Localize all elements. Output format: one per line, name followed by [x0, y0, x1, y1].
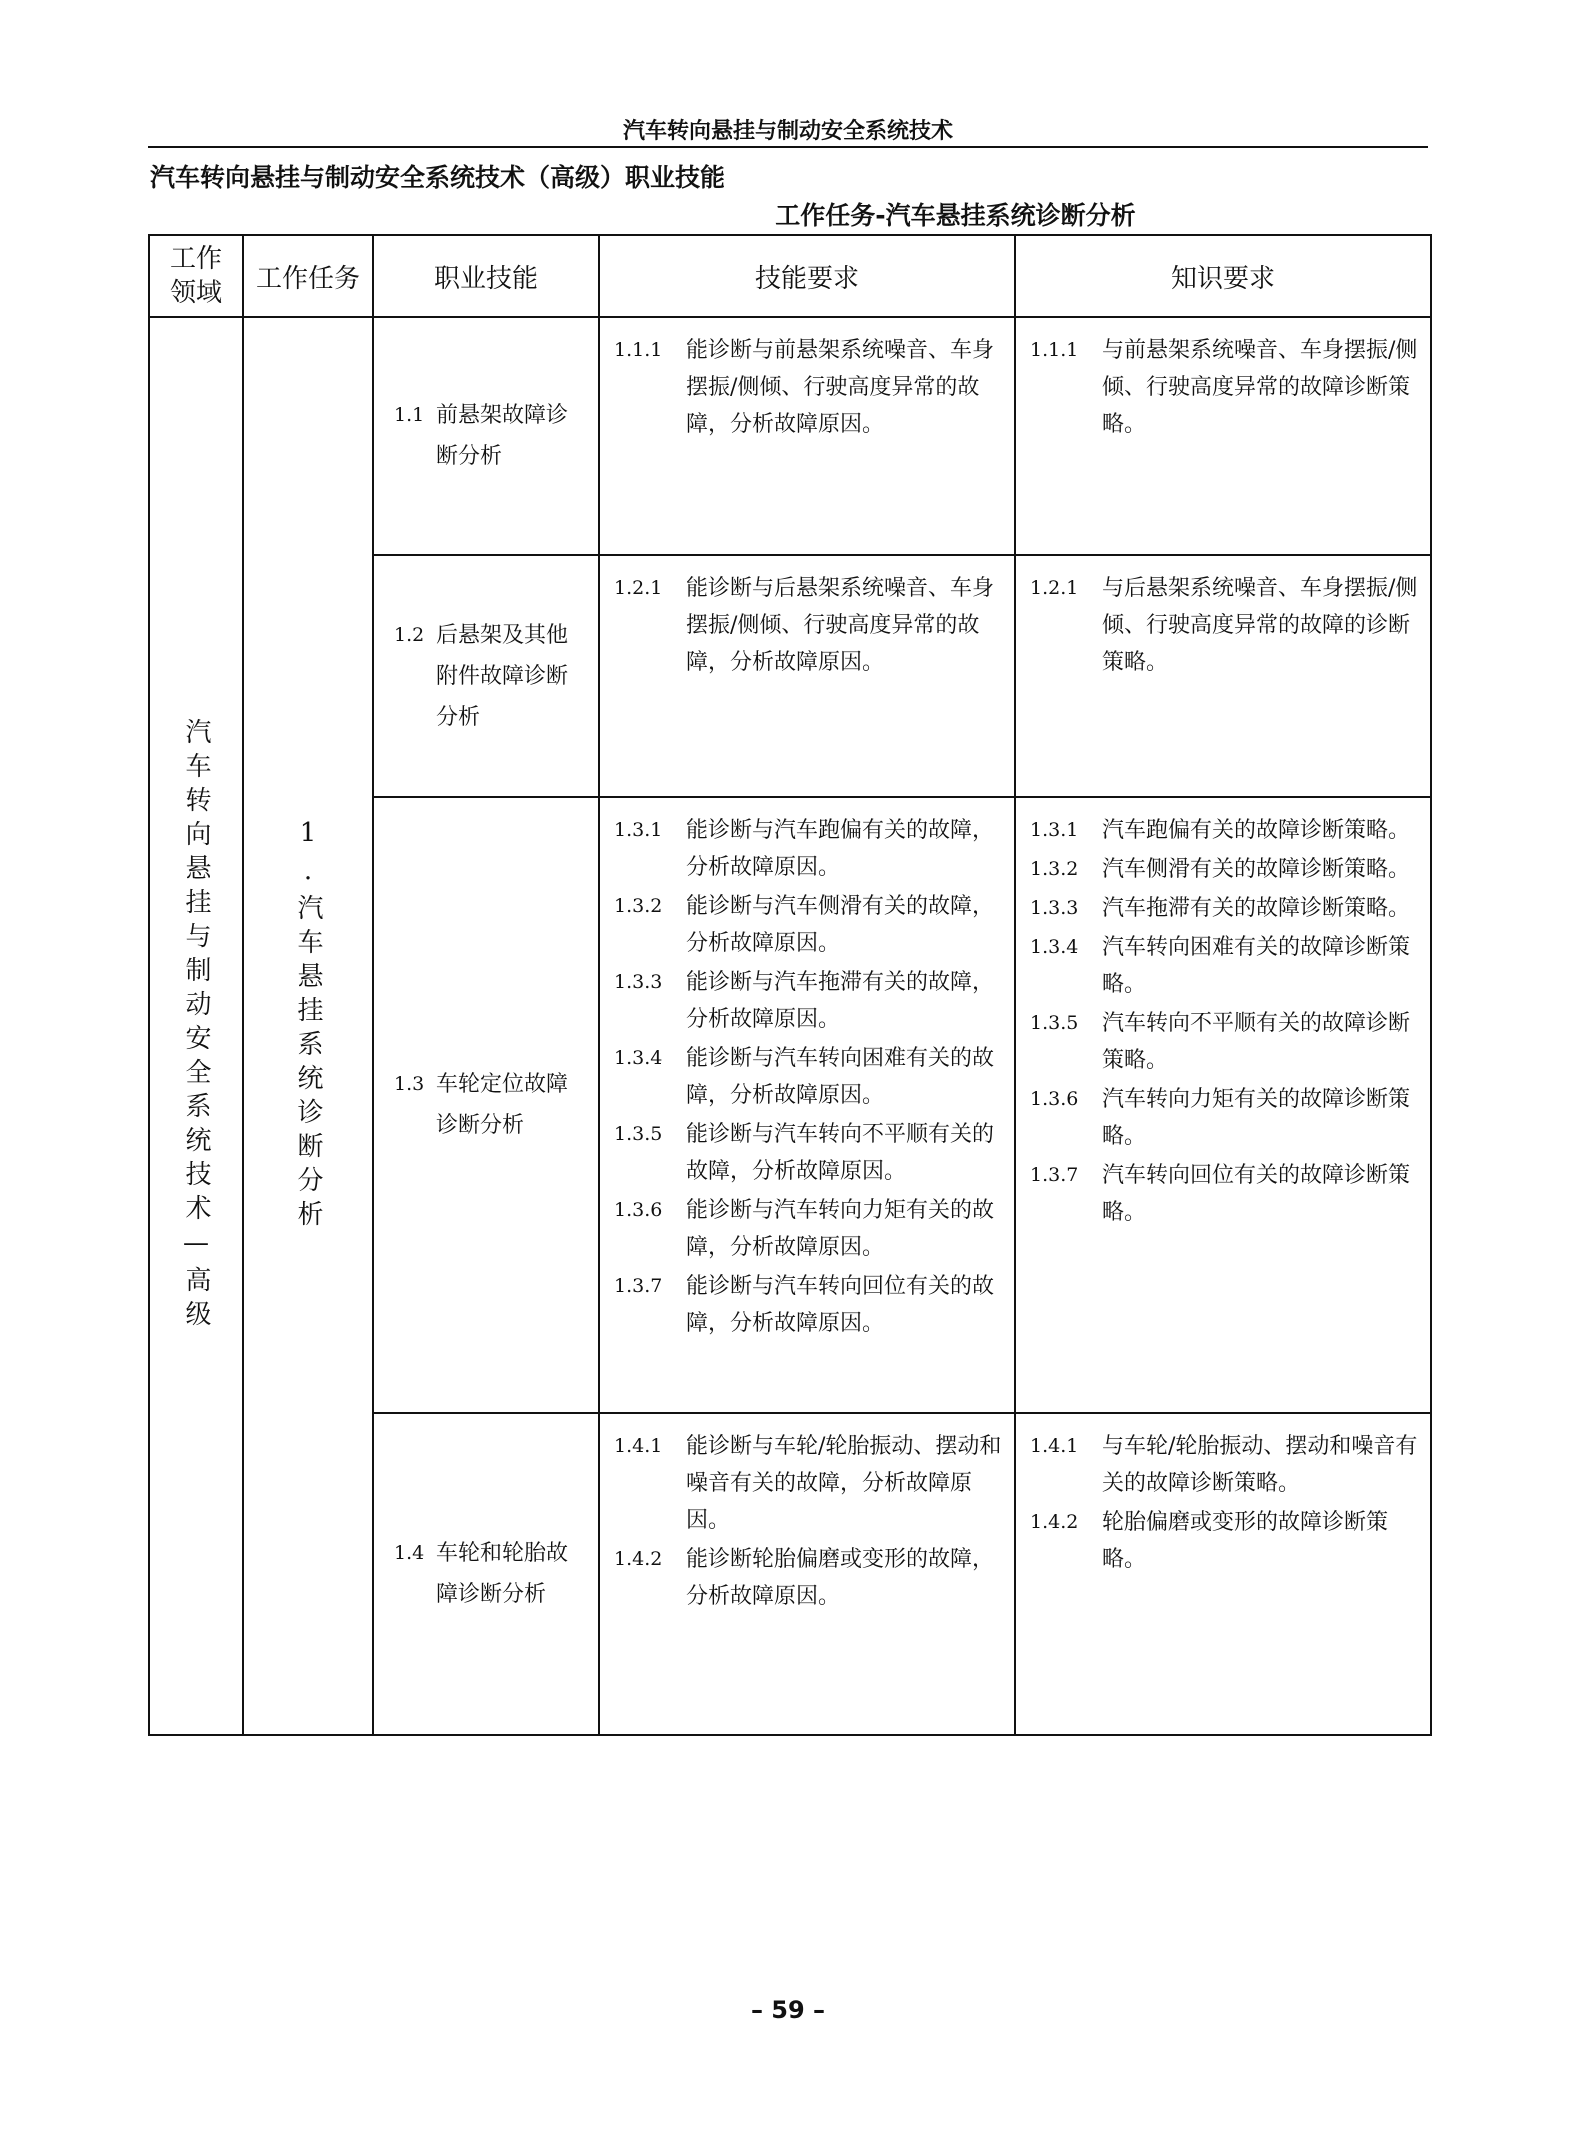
item-text: 能诊断与车轮/轮胎振动、摆动和噪音有关的故障，分析故障原因。	[686, 1434, 1002, 1533]
skill-cell	[373, 1413, 599, 1735]
header-skill: 职业技能	[373, 235, 599, 317]
knowledge-item	[1030, 890, 1420, 927]
item-text: 能诊断与汽车跑偏有关的故障，分析故障原因。	[686, 818, 995, 880]
ability-item	[614, 812, 1004, 886]
ability-cell	[599, 555, 1015, 797]
ability-item	[614, 1541, 1004, 1615]
header-rule	[148, 146, 1428, 148]
knowledge-item	[1030, 1428, 1420, 1502]
item-number: 1.3.6	[614, 1199, 663, 1221]
table-row	[149, 317, 1431, 555]
item-number: 1.3.5	[614, 1123, 663, 1145]
task-title	[148, 196, 1428, 232]
knowledge-cell	[1015, 1413, 1431, 1735]
task-title-text: 工作任务-汽车悬挂系统诊断分析	[775, 201, 1136, 230]
item-text: 能诊断与前悬架系统噪音、车身摆振/侧倾、行驶高度异常的故障，分析故障原因。	[686, 338, 995, 437]
item-text: 汽车侧滑有关的故障诊断策略。	[1102, 857, 1411, 882]
item-number: 1.3.6	[1030, 1088, 1079, 1110]
item-text: 能诊断轮胎偏磨或变形的故障，分析故障原因。	[686, 1547, 995, 1609]
skills-table	[148, 234, 1432, 1736]
ability-item	[614, 1116, 1004, 1190]
item-number: 1.1.1	[614, 339, 663, 361]
knowledge-item	[1030, 332, 1420, 443]
knowledge-cell	[1015, 797, 1431, 1413]
ability-item	[614, 332, 1004, 443]
task-cell	[243, 317, 373, 1735]
ability-cell	[599, 797, 1015, 1413]
item-text: 能诊断与后悬架系统噪音、车身摆振/侧倾、行驶高度异常的故障，分析故障原因。	[686, 576, 995, 675]
skill-label: 前悬架故障诊断分析	[436, 403, 569, 469]
item-text: 与前悬架系统噪音、车身摆振/侧倾、行驶高度异常的故障诊断策略。	[1102, 338, 1418, 437]
domain-cell	[149, 317, 243, 1735]
item-number: 1.3.2	[614, 895, 663, 917]
item-text: 能诊断与汽车侧滑有关的故障，分析故障原因。	[686, 894, 995, 956]
item-number: 1.3.5	[1030, 1012, 1079, 1034]
ability-item	[614, 570, 1004, 681]
knowledge-item	[1030, 1157, 1420, 1231]
item-text: 汽车跑偏有关的故障诊断策略。	[1102, 818, 1411, 843]
item-number: 1.3.3	[1030, 897, 1079, 919]
domain-label: 汽车转向悬挂与制动安全系统技术—高级	[181, 718, 211, 1334]
item-text: 能诊断与汽车拖滞有关的故障，分析故障原因。	[686, 970, 995, 1032]
item-number: 1.4.2	[1030, 1511, 1079, 1533]
item-text: 与车轮/轮胎振动、摆动和噪音有关的故障诊断策略。	[1102, 1434, 1418, 1496]
table-header-row	[149, 235, 1431, 317]
header-task: 工作任务	[243, 235, 373, 317]
knowledge-item	[1030, 851, 1420, 888]
header-ability: 技能要求	[599, 235, 1015, 317]
item-text: 汽车转向力矩有关的故障诊断策略。	[1102, 1087, 1411, 1149]
header-domain	[149, 235, 243, 317]
skill-number: 1.4	[394, 1542, 425, 1564]
knowledge-item	[1030, 1081, 1420, 1155]
item-number: 1.3.1	[1030, 819, 1079, 841]
item-number: 1.3.2	[1030, 858, 1079, 880]
item-number: 1.4.1	[1030, 1435, 1079, 1457]
ability-item	[614, 1268, 1004, 1342]
ability-item	[614, 1040, 1004, 1114]
knowledge-item	[1030, 570, 1420, 681]
item-text: 汽车转向回位有关的故障诊断策略。	[1102, 1163, 1411, 1225]
ability-item	[614, 888, 1004, 962]
item-number: 1.3.1	[614, 819, 663, 841]
ability-item	[614, 964, 1004, 1038]
header-knowledge: 知识要求	[1015, 235, 1431, 317]
section-title: 汽车转向悬挂与制动安全系统技术（高级）职业技能	[150, 163, 726, 192]
skill-label: 后悬架及其他附件故障诊断分析	[436, 622, 569, 730]
knowledge-item	[1030, 812, 1420, 849]
page-number: – 59 –	[750, 1996, 826, 2024]
task-label: 1.汽车悬挂系统诊断分析	[293, 818, 323, 1234]
ability-item	[614, 1192, 1004, 1266]
item-number: 1.1.1	[1030, 339, 1079, 361]
skill-cell	[373, 797, 599, 1413]
item-number: 1.3.4	[1030, 936, 1079, 958]
knowledge-item	[1030, 1504, 1420, 1578]
skill-number: 1.3	[394, 1073, 425, 1095]
item-text: 能诊断与汽车转向困难有关的故障，分析故障原因。	[686, 1046, 995, 1108]
item-text: 与后悬架系统噪音、车身摆振/侧倾、行驶高度异常的故障的诊断策略。	[1102, 576, 1418, 675]
item-number: 1.3.4	[614, 1047, 663, 1069]
item-number: 1.3.7	[614, 1275, 663, 1297]
knowledge-cell	[1015, 555, 1431, 797]
item-number: 1.2.1	[614, 577, 663, 599]
item-number: 1.4.1	[614, 1435, 663, 1457]
running-header: 汽车转向悬挂与制动安全系统技术	[622, 119, 953, 144]
skill-cell	[373, 317, 599, 555]
item-text: 能诊断与汽车转向不平顺有关的故障，分析故障原因。	[686, 1122, 995, 1184]
item-text: 汽车拖滞有关的故障诊断策略。	[1102, 896, 1411, 921]
knowledge-item	[1030, 929, 1420, 1003]
skill-number: 1.1	[394, 404, 425, 426]
item-number: 1.4.2	[614, 1548, 663, 1570]
item-text: 能诊断与汽车转向力矩有关的故障，分析故障原因。	[686, 1198, 995, 1260]
item-number: 1.3.7	[1030, 1164, 1079, 1186]
header-domain-text: 工作领域	[169, 244, 222, 308]
skill-label: 车轮定位故障诊断分析	[436, 1072, 569, 1138]
skill-number: 1.2	[394, 623, 425, 646]
ability-cell	[599, 317, 1015, 555]
item-text: 汽车转向困难有关的故障诊断策略。	[1102, 935, 1411, 997]
skill-label: 车轮和轮胎故障诊断分析	[436, 1541, 569, 1607]
item-number: 1.3.3	[614, 971, 663, 993]
ability-item	[614, 1428, 1004, 1539]
knowledge-cell	[1015, 317, 1431, 555]
item-text: 汽车转向不平顺有关的故障诊断策略。	[1102, 1011, 1411, 1073]
ability-cell	[599, 1413, 1015, 1735]
item-text: 能诊断与汽车转向回位有关的故障，分析故障原因。	[686, 1274, 995, 1336]
skill-cell	[373, 555, 599, 797]
table-body	[149, 317, 1431, 1735]
item-number: 1.2.1	[1030, 577, 1079, 599]
item-text: 轮胎偏磨或变形的故障诊断策略。	[1102, 1510, 1389, 1572]
knowledge-item	[1030, 1005, 1420, 1079]
